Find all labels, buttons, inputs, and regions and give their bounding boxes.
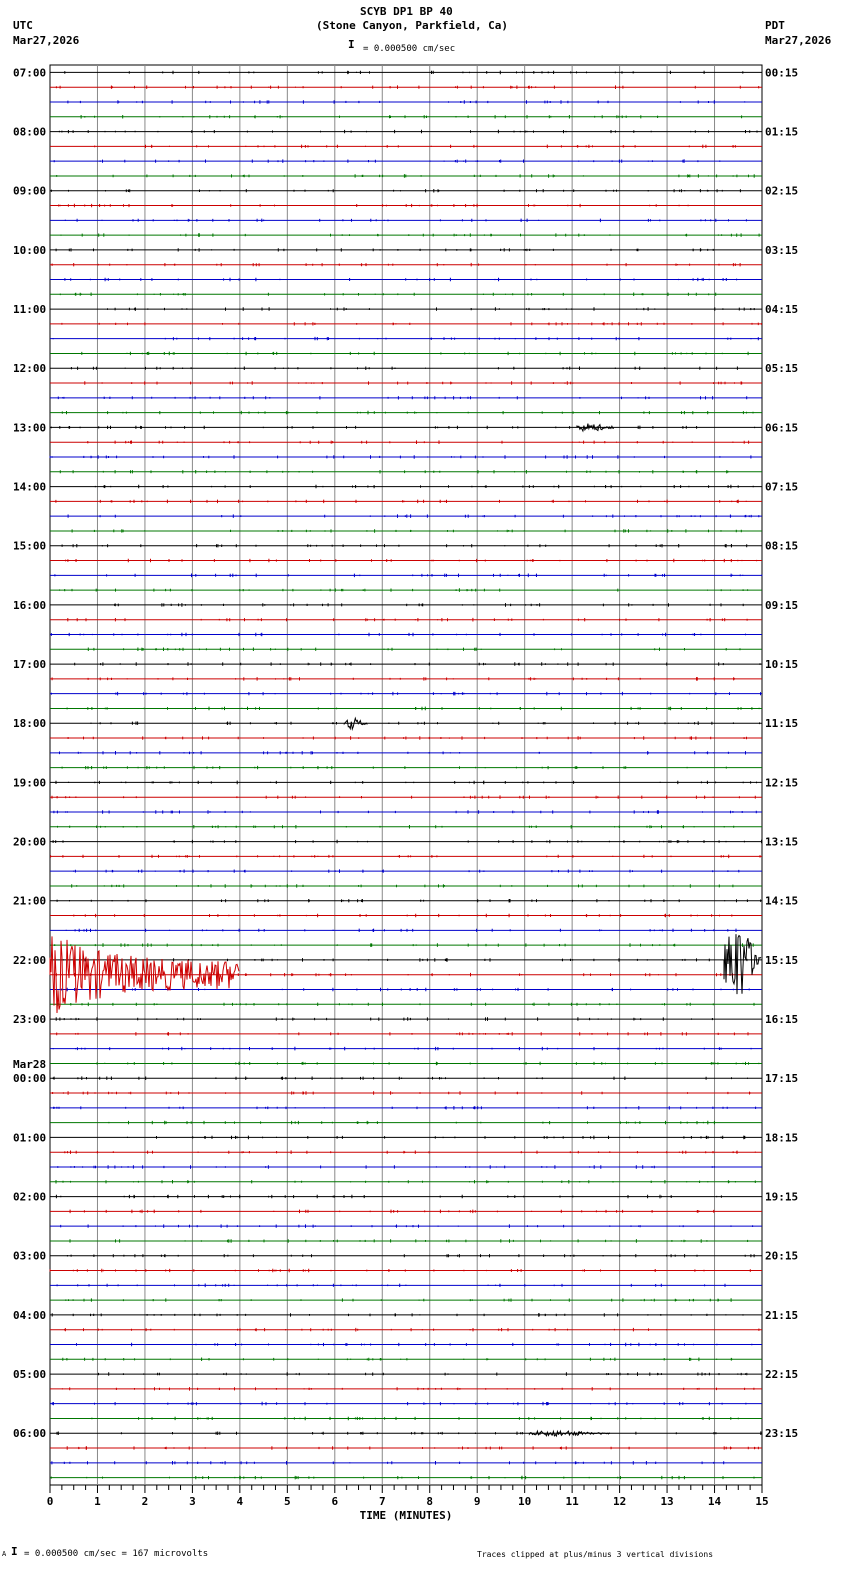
x-tick-label-1: 1 [94, 1495, 101, 1508]
left-hour-label-52: 20:00 [13, 835, 47, 849]
right-hour-label-40: 10:15 [765, 658, 799, 672]
footer-clip-note: Traces clipped at plus/minus 3 vertical divisions [477, 1550, 714, 1559]
x-tick-label-10: 10 [518, 1495, 532, 1508]
left-hour-label-40: 17:00 [13, 658, 47, 672]
right-hour-label-52: 13:15 [765, 835, 799, 849]
right-hour-label-4: 01:15 [765, 125, 799, 139]
right-hour-label-36: 09:15 [765, 598, 799, 612]
scale-bar-icon: I [348, 38, 355, 51]
right-hour-label-84: 21:15 [765, 1308, 799, 1322]
x-tick-label-14: 14 [707, 1495, 722, 1508]
x-tick-label-6: 6 [331, 1495, 339, 1508]
x-tick-label-4: 4 [236, 1495, 244, 1508]
right-hour-label-88: 22:15 [765, 1368, 799, 1382]
left-hour-label-28: 14:00 [13, 480, 47, 494]
right-hour-label-32: 08:15 [765, 539, 799, 553]
left-hour-label-16: 11:00 [13, 303, 47, 317]
chart-subtitle: (Stone Canyon, Parkfield, Ca) [316, 19, 509, 32]
chart-title: SCYB DP1 BP 40 [360, 5, 453, 18]
left-hour-label-48: 19:00 [13, 776, 47, 790]
left-hour-label-36: 16:00 [13, 598, 47, 612]
left-hour-label-56: 21:00 [13, 894, 47, 908]
x-tick-label-15: 15 [755, 1495, 769, 1508]
right-hour-label-12: 03:15 [765, 243, 799, 257]
left-hour-label-76: 02:00 [13, 1190, 47, 1204]
right-hour-label-92: 23:15 [765, 1427, 799, 1441]
right-hour-label-44: 11:15 [765, 717, 799, 731]
left-hour-label-44: 18:00 [13, 717, 47, 731]
x-tick-label-0: 0 [46, 1495, 54, 1508]
right-hour-label-24: 06:15 [765, 421, 799, 435]
x-tick-label-5: 5 [284, 1495, 291, 1508]
footer-scale-prefix: A [2, 1550, 7, 1558]
left-hour-label-64: 23:00 [13, 1013, 47, 1027]
x-tick-label-3: 3 [189, 1495, 196, 1508]
left-hour-label-92: 06:00 [13, 1427, 47, 1441]
x-tick-label-11: 11 [565, 1495, 579, 1508]
left-hour-label-8: 09:00 [13, 184, 47, 198]
left-hour-label-0: 07:00 [13, 66, 47, 80]
left-date-label-68: Mar28 [13, 1058, 47, 1072]
right-hour-label-20: 05:15 [765, 362, 799, 376]
left-hour-label-12: 10:00 [13, 243, 47, 257]
left-date: Mar27,2026 [13, 34, 80, 47]
x-axis-label: TIME (MINUTES) [359, 1509, 453, 1522]
right-hour-label-16: 04:15 [765, 303, 799, 317]
right-hour-label-64: 16:15 [765, 1013, 799, 1027]
left-hour-label-68: 00:00 [13, 1072, 47, 1086]
right-hour-label-28: 07:15 [765, 480, 799, 494]
right-timezone: PDT [765, 19, 785, 32]
left-hour-label-20: 12:00 [13, 362, 47, 376]
left-hour-label-60: 22:00 [13, 953, 47, 967]
right-hour-label-80: 20:15 [765, 1249, 799, 1263]
left-hour-label-4: 08:00 [13, 125, 47, 139]
right-hour-label-56: 14:15 [765, 894, 799, 908]
left-hour-label-24: 13:00 [13, 421, 47, 435]
footer-scale-bar-icon: I [11, 1545, 18, 1558]
right-hour-label-8: 02:15 [765, 184, 799, 198]
left-timezone: UTC [13, 19, 33, 32]
scale-label: = 0.000500 cm/sec [363, 44, 456, 54]
right-date: Mar27,2026 [765, 34, 832, 47]
x-tick-label-13: 13 [660, 1495, 674, 1508]
right-hour-label-68: 17:15 [765, 1072, 799, 1086]
right-hour-label-76: 19:15 [765, 1190, 799, 1204]
x-tick-label-8: 8 [426, 1495, 434, 1508]
right-hour-label-48: 12:15 [765, 776, 799, 790]
event-signal-2 [724, 934, 761, 994]
footer-scale-note: = 0.000500 cm/sec = 167 microvolts [24, 1549, 209, 1559]
left-hour-label-72: 01:00 [13, 1131, 47, 1145]
right-hour-label-60: 15:15 [765, 953, 799, 967]
x-tick-label-12: 12 [612, 1495, 627, 1508]
x-tick-label-7: 7 [378, 1495, 386, 1508]
left-hour-label-88: 05:00 [13, 1368, 47, 1382]
left-hour-label-80: 03:00 [13, 1249, 47, 1263]
left-hour-label-84: 04:00 [13, 1308, 47, 1322]
right-hour-label-0: 00:15 [765, 66, 799, 80]
left-hour-label-32: 15:00 [13, 539, 47, 553]
x-tick-label-9: 9 [473, 1495, 481, 1508]
x-tick-label-2: 2 [141, 1495, 149, 1508]
right-hour-label-72: 18:15 [765, 1131, 799, 1145]
